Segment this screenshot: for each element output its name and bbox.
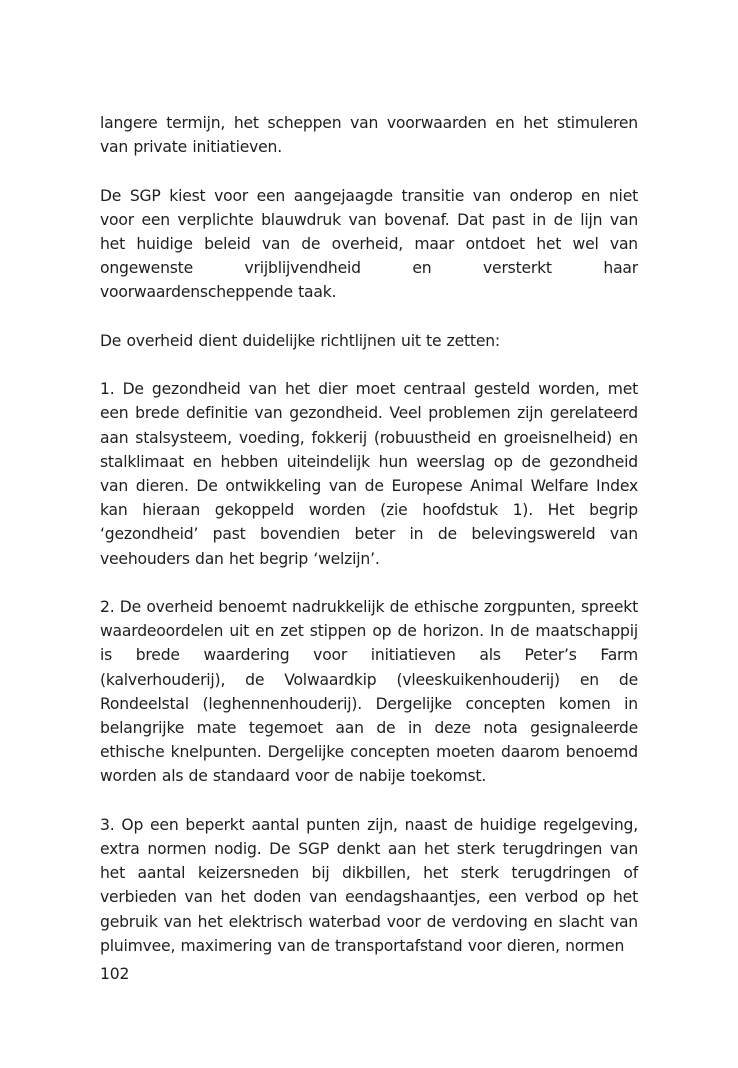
body-text — [100, 111, 638, 958]
paragraph-guidelines-intro: De overheid dient duidelijke richtlijnen uit te zetten: — [100, 331, 500, 350]
list-item-3-extra-norms: 3. Op een beperkt aantal punten zijn, naast de huidige regelgeving, extra normen nodig. De SGP denkt aan het sterk terugdringen van het aantal keizersneden bij dikbillen, het sterk terugdringen of verbieden van het doden van eendagshaantjes, een verbod op het gebruik van het elektrisch waterbad voor de verdoving en slacht van pluimvee, maximering van de transportafstand voor dieren, normen — [100, 815, 638, 955]
paragraph-continuation: langere termijn, het scheppen van voorwaarden en het stimuleren van private initiatieven. — [100, 114, 638, 157]
list-item-2-ethical-concerns: 2. De overheid benoemt nadrukkelijk de ethische zorgpunten, spreekt waardeoordelen uit en zet stippen op de horizon. In de maatschappij is brede waardering voor initiatieven als Peter’s Farm (kalverhouderij), de Volwaardkip (vleeskuikenhouderij) en de Rondeelstal (leghennenhouderij). Dergelijke concepten komen in belangrijke mate tegemoet aan de in deze nota gesignaleerde ethische knelpunten. Dergelijke concepten moeten daarom benoemd worden als de standaard voor de nabije toekomst. — [100, 598, 638, 786]
list-item-1-animal-health: 1. De gezondheid van het dier moet centraal gesteld worden, met een brede definitie van gezondheid. Veel problemen zijn gerelateerd aan stalsysteem, voeding, fokkerij (robuustheid en groeisnelheid) en stalklimaat en hebben uiteindelijk hun weerslag op de gezondheid van dieren. De ontwikkeling van de Europese Animal Welfare Index kan hieraan gekoppeld worden (zie hoofdstuk 1). Het begrip ‘gezondheid’ past bovendien beter in de belevingswereld van veehouders dan het begrip ‘welzijn’. — [100, 380, 638, 568]
page-number: 102 — [100, 965, 130, 983]
paragraph-sgp-transition: De SGP kiest voor een aangejaagde transitie van onderop en niet voor een verplichte blauwdruk van bovenaf. Dat past in de lijn van het huidige beleid van de overheid, maar ontdoet het wel van ongewenste vrijblijvendheid en versterkt haar voorwaardenscheppende taak. — [100, 186, 638, 302]
